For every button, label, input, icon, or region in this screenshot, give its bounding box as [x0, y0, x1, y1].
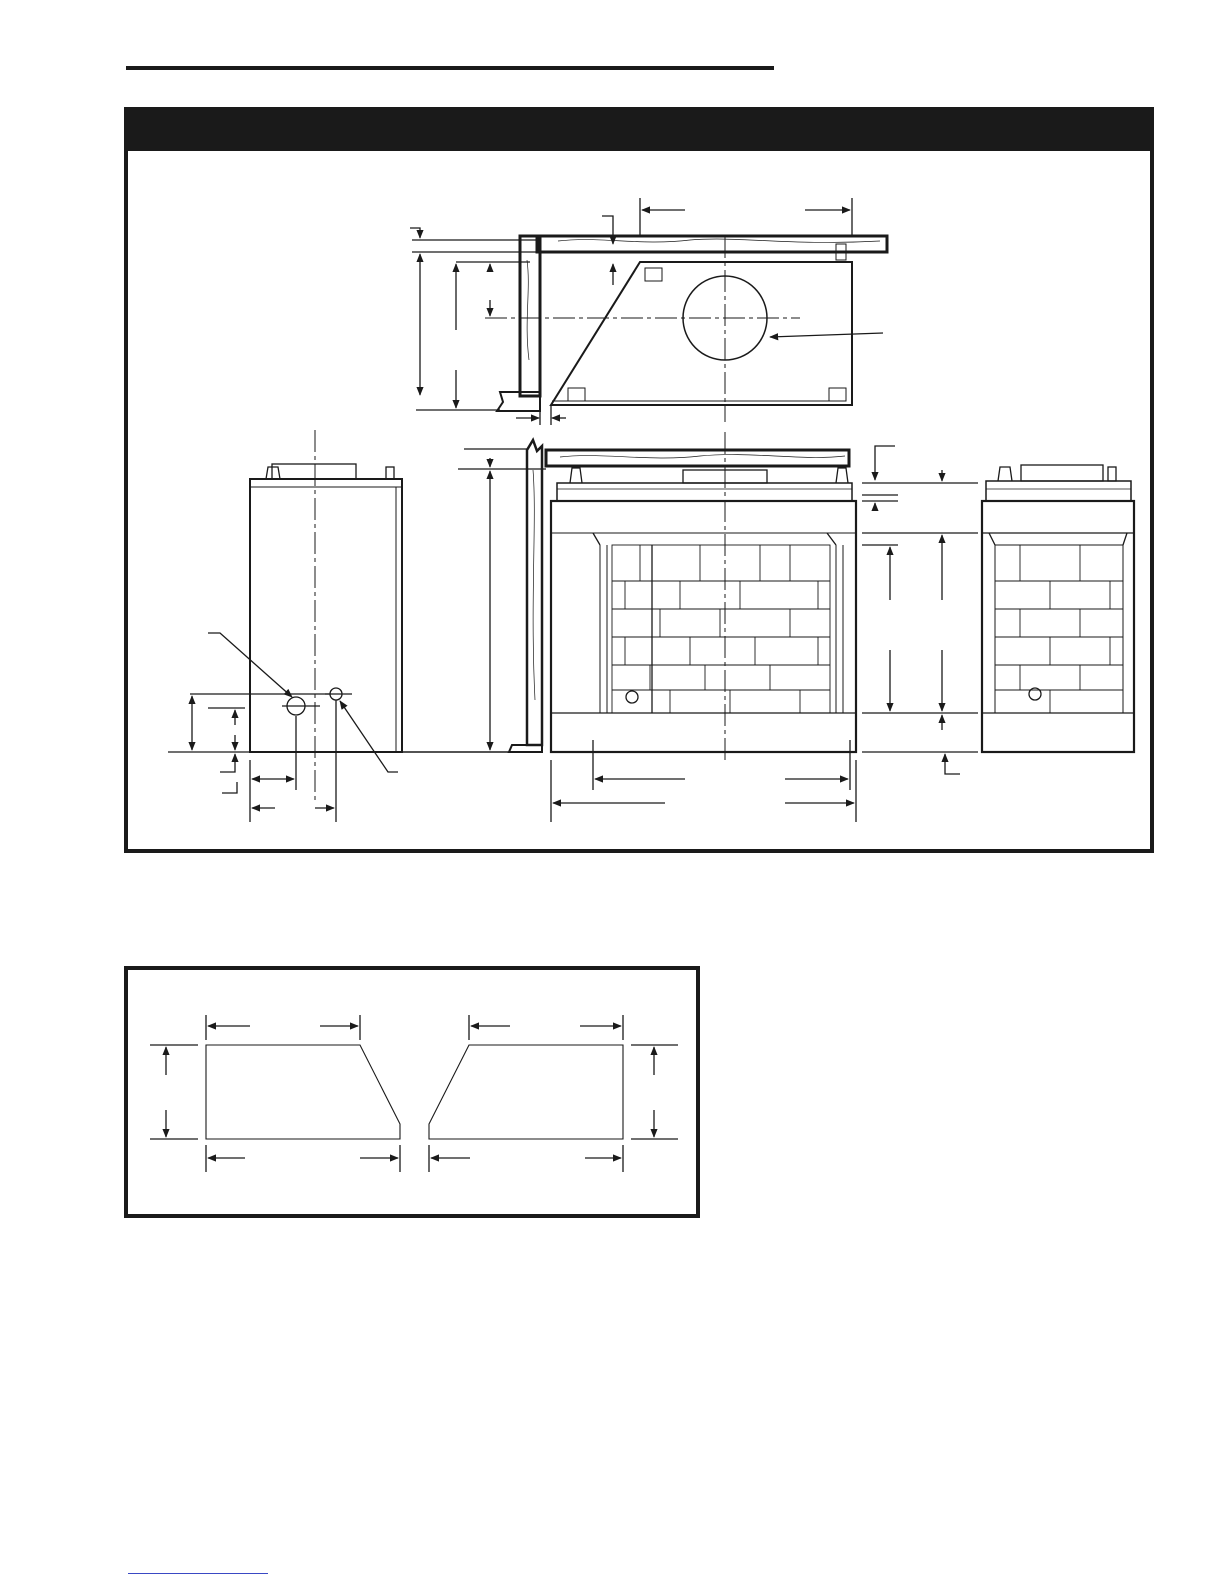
top-view-mantle-beam: [537, 236, 887, 252]
front-view-mantle-beam: [546, 450, 849, 466]
right-view-body: [982, 501, 1134, 752]
front-view: [458, 432, 978, 822]
footer-link-underline[interactable]: [128, 1573, 268, 1574]
front-view-wall-stud: [527, 440, 542, 745]
side-view-body: [250, 479, 402, 752]
front-view-brick-pattern: [612, 545, 830, 713]
top-view-wall-stud: [520, 236, 540, 396]
right-refractory-panel: [429, 1015, 678, 1172]
side-view: [168, 430, 540, 822]
right-view: [982, 465, 1134, 752]
left-refractory-panel: [150, 1015, 400, 1172]
top-view: [410, 198, 887, 425]
